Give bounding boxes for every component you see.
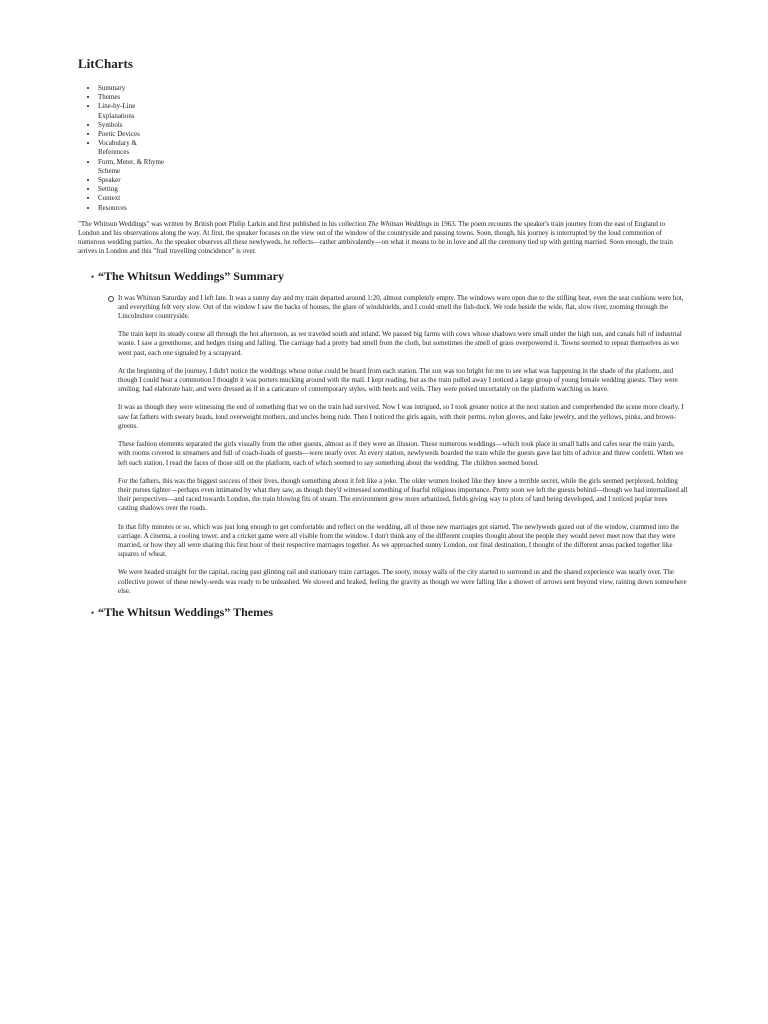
nav-item-resources[interactable]: • Resources bbox=[98, 204, 166, 213]
nav-item-symbols[interactable]: • Symbols bbox=[98, 121, 166, 130]
summary-paragraph-6: For the fathers, this was the biggest success of their lives, though something about it felt like a joke. The older women looked like they knew a terrible secret, while the girls seemed perplexed, holding their purses tighter—perhaps even intimated by what they saw, as though they'd witnessed something of fearful religious importance. Pretty soon we left the guests behind—though we had internalized all their perspectives—and raced towards London, the train blowing fits of steam. The environment grew more urbanized, fields giving way to plots of land being developed, and I noticed poplar trees casting shadows over the roads. bbox=[118, 476, 688, 513]
nav-item-vocabulary[interactable]: • Vocabulary & References bbox=[98, 139, 166, 157]
intro-paragraph bbox=[78, 220, 688, 257]
summary-paragraph-5: These fashion elements separated the girls visually from the other guests, almost as if they were an illusion. These numerous weddings—which took place in small halls and cafes near the train yards, with rooms covered in streamers and full of coach-loads of guests—were nearly over. At every station, newlyweds boarded the train while the guests gave last bits of advice and threw confetti. When we left each station, I read the faces of those still on the platform, each of which seemed to say something about the wedding. The children seemed bored. bbox=[118, 440, 684, 467]
summary-heading: “The Whitsun Weddings” Summary bbox=[98, 268, 284, 283]
summary-item bbox=[118, 523, 688, 560]
nav-item-speaker[interactable]: • Speaker bbox=[98, 176, 166, 185]
intro-text-after: in 1963. The poem recounts the speaker's train journey from the east of England to London and his observations along the way. At first, the speaker focuses on the view out of the window of the countryside and passing towns. Soon, though, his journey is interrupted by the loud commotion of numerous wedding parties. As the speaker observes all these newlyweds, he reflects—rather ambivalently—on what it means to be in love and all the ceremony tied up with getting married. Soon enough, the train arrives in London and this "frail travelling coincidence" is over. bbox=[78, 219, 673, 256]
summary-section bbox=[78, 269, 688, 620]
summary-paragraph-3: At the beginning of the journey, I didn't notice the weddings whose noise could be heard from each station. The sun was too bright for me to see what was happening in the shade of the platform, and though I could hear a commotion I thought it was porters mucking around with the mail. I kept reading, but as the train pulled away I noticed a large group of young female wedding guests. They were smiling, had elaborate hair, and were dressed as if in a caricature of contemporary styles, with heels and veils. They were poised uncertainly on the platform watching us leave. bbox=[118, 366, 678, 394]
bullet-icon: • bbox=[91, 271, 95, 282]
summary-item bbox=[118, 568, 688, 596]
summary-paragraph-1: It was Whitsun Saturday and I left late. It was a sunny day and my train departed around 1:20, almost completely empty. The windows were open due to the stifling heat, even the seat cushions were hot, and everything felt very slow. Out of the window I saw the backs of houses, the glare of windshields, and I could smell the fish-dock. We rode beside the wide, flat, slow river, zooming through the Lincolnshire countryside. bbox=[118, 293, 684, 321]
themes-heading: “The Whitsun Weddings” Themes bbox=[98, 604, 274, 619]
page-content bbox=[78, 56, 688, 630]
bullet-icon: • bbox=[91, 607, 95, 618]
summary-item bbox=[118, 330, 688, 358]
nav-item-poetic-devices[interactable]: • Poetic Devices bbox=[98, 130, 166, 139]
summary-paragraph-8: We were headed straight for the capital, racing past glinting rail and stationary train carriages. The sooty, mossy walls of the city started to surround us and the shared experience was nearly over. The collective power of these newly-weds was ready to be unleashed. We slowed and braked, feeling the gravity as though we were falling like a shower of arrows sent beyond view, raining down somewhere else. bbox=[118, 568, 687, 595]
nav-item-themes[interactable]: • Themes bbox=[98, 93, 166, 102]
nav-item-context[interactable]: • Context bbox=[98, 194, 166, 203]
summary-list bbox=[98, 294, 688, 596]
intro-book-title: The Whitsun Weddings bbox=[367, 219, 432, 228]
summary-paragraph-4: It was as though they were witnessing the end of something that we on the train had survived. Now I was intrigued, so I took greater notice at the next station and comprehended the scene more clearly. I saw fat fathers with sweaty heads, loud overweight mothers, and uncles being rude. Then I noticed the girls again, with their perms, nylon gloves, and fake jewelry, and the yellows, pinks, and brown-greens. bbox=[118, 403, 684, 430]
summary-item bbox=[118, 294, 688, 322]
summary-item bbox=[118, 440, 688, 468]
summary-item bbox=[118, 477, 688, 514]
site-title[interactable]: LitCharts bbox=[78, 56, 133, 71]
nav-item-summary[interactable]: • Summary bbox=[98, 84, 166, 93]
summary-paragraph-2: The train kept its steady course all through the hot afternoon, as we traveled south and inland. We passed big farms with cows whose shadows were small under the high sun, and canals full of industrial waste. I saw a greenhouse, and hedges rising and falling. The carriage had a pretty bad smell from the cloth, but sometimes the smell of grass overpowered it. Towns seemed to repeat themselves as we went past, each one signaled by a scrapyard. bbox=[118, 330, 682, 357]
intro-text-before: "The Whitsun Weddings" was written by British poet Philip Larkin and first published in his collection bbox=[78, 219, 368, 228]
summary-item bbox=[118, 403, 688, 431]
nav-item-setting[interactable]: • Setting bbox=[98, 185, 166, 194]
table-of-contents bbox=[78, 84, 688, 213]
nav-item-form-meter[interactable]: • Form, Meter, & Rhyme Scheme bbox=[98, 158, 166, 176]
nav-item-line-by-line[interactable]: • Line-by-Line Explanations bbox=[98, 102, 166, 120]
summary-item bbox=[118, 367, 688, 395]
summary-paragraph-7: In that fifty minutes or so, which was just long enough to get comfortable and reflect on the wedding, all of these new marriages got started. The newlyweds gazed out of the window, crammed into the carriage. A cinema, a cooling tower, and a cricket game were all visible from the window. I don't think any of the different couples thought about the people they would never meet now that they were married, or how they all were sharing this first hour of their respective marriages together. As we approached sunny London, our final destination, I thought of the different areas packed together like squares of wheat. bbox=[118, 522, 680, 559]
